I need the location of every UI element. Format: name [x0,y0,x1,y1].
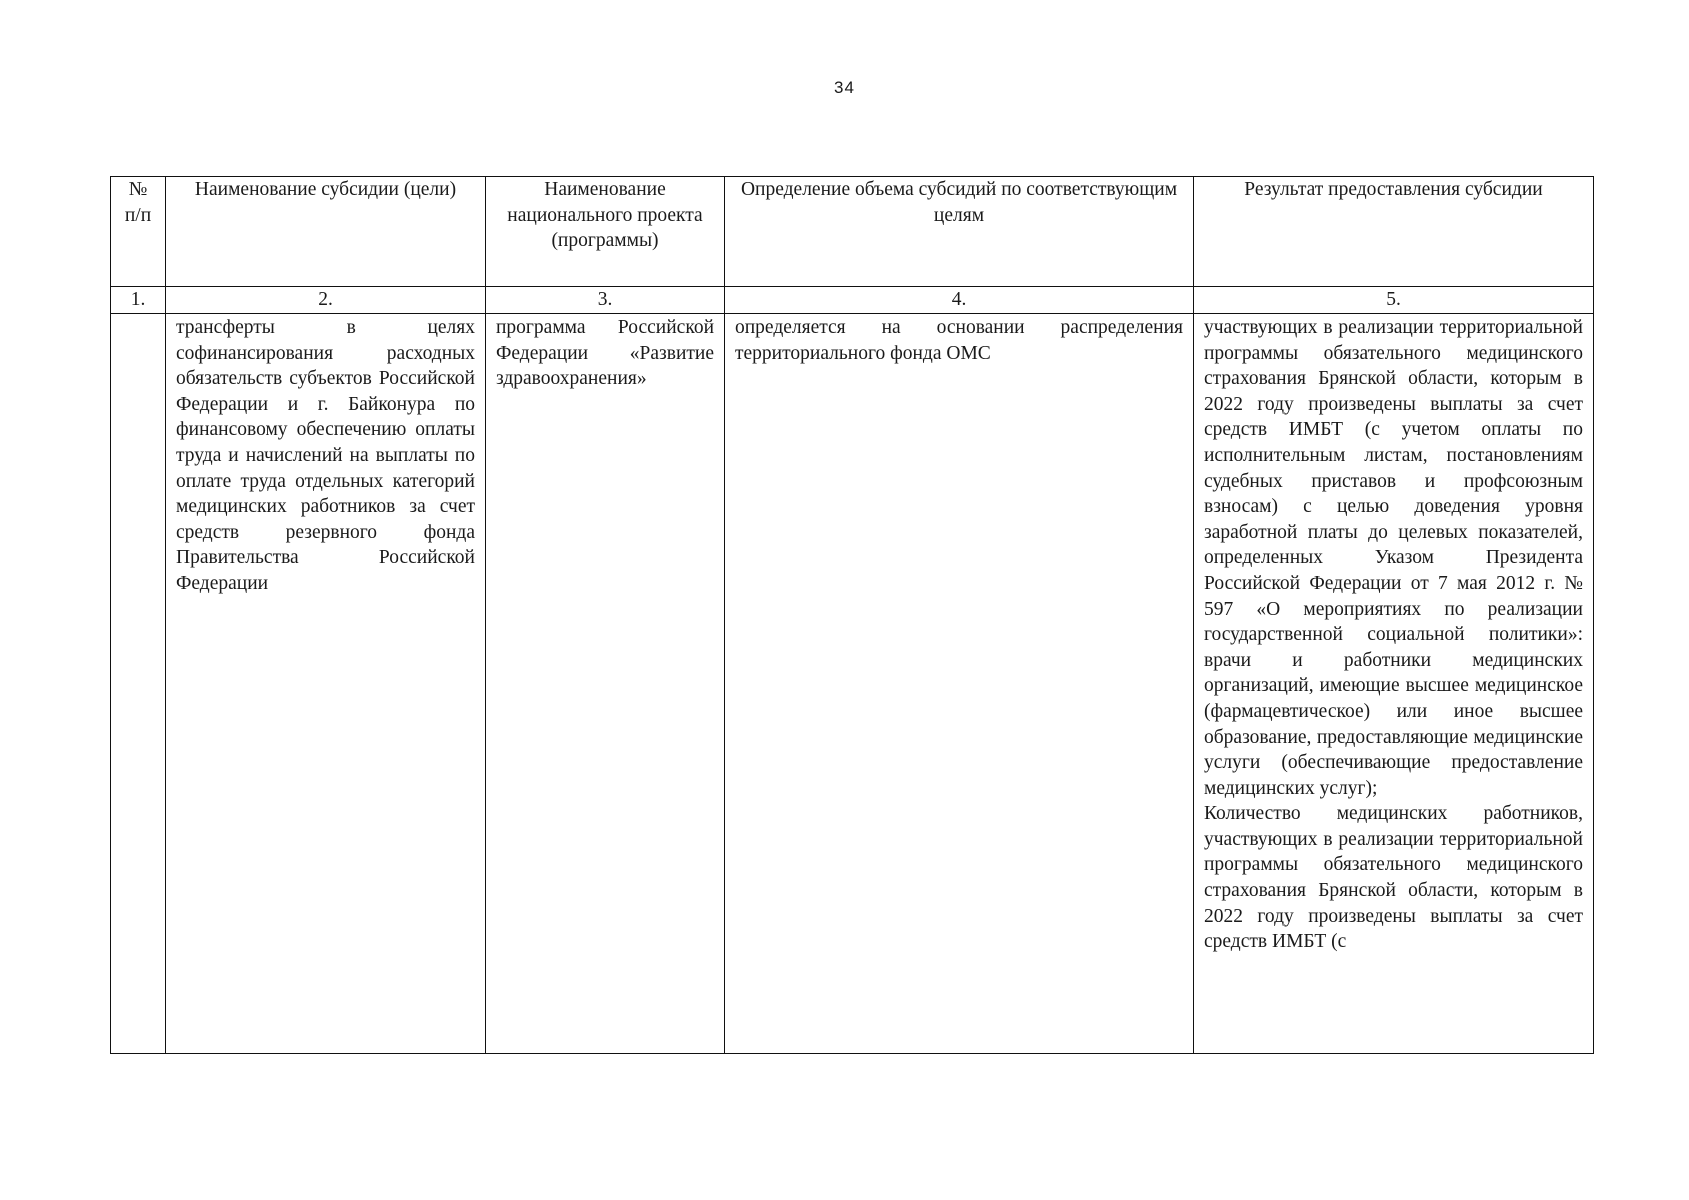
result-paragraph-2: Количество медицинских работников, участвующих в реализации территориальной программы обязательного медицинского страхования Брянской области, которым в 2022 году произведены выплаты за счет средств ИМБТ (с [1204,803,1583,953]
column-number-3: 3. [486,287,725,314]
column-number-row [111,287,1594,314]
national-project-cell: программа Российской Федерации «Развитие здравоохранения» [486,314,725,1054]
table-row [111,314,1594,1054]
header-result: Результат предоставления субсидии [1194,177,1594,287]
row-number-cell [111,314,166,1054]
result-cell [1194,314,1594,1054]
header-national-project: Наименование национального проекта (программы) [486,177,725,287]
column-number-2: 2. [166,287,486,314]
column-number-5: 5. [1194,287,1594,314]
page-number: 34 [834,78,855,97]
table-header-row [111,177,1594,287]
column-number-4: 4. [725,287,1194,314]
header-subsidy-name: Наименование субсидии (цели) [166,177,486,287]
header-number: № п/п [111,177,166,287]
subsidy-table [110,176,1594,1054]
subsidy-name-cell: трансферты в целях софинансирования расходных обязательств субъектов Российской Федерации и г. Байконура по финансовому обеспечению оплаты труда и начислений на выплаты по оплате труда отдельных категорий медицинских работников за счет средств резервного фонда Правительства Российской Федерации [166,314,486,1054]
result-paragraph-1: участвующих в реализации территориальной программы обязательного медицинского страхования Брянской области, которым в 2022 году произведены выплаты за счет средств ИМБТ (с учетом оплаты по исполнительным листам, постановлениям судебных приставов и профсоюзным взносам) с целью доведения уровня заработной платы до целевых показателей, определенных Указом Президента Российской Федерации от 7 мая 2012 г. № 597 «О мероприятиях по реализации государственной социальной политики»: врачи и работники медицинских организаций, имеющие высшее медицинское (фармацевтическое) или иное высшее образование, предоставляющие медицинские услуги (обеспечивающие предоставление медицинских услуг); [1204,317,1583,799]
volume-definition-cell: определяется на основании распределения территориального фонда ОМС [725,314,1194,1054]
header-volume-definition: Определение объема субсидий по соответствующим целям [725,177,1194,287]
column-number-1: 1. [111,287,166,314]
